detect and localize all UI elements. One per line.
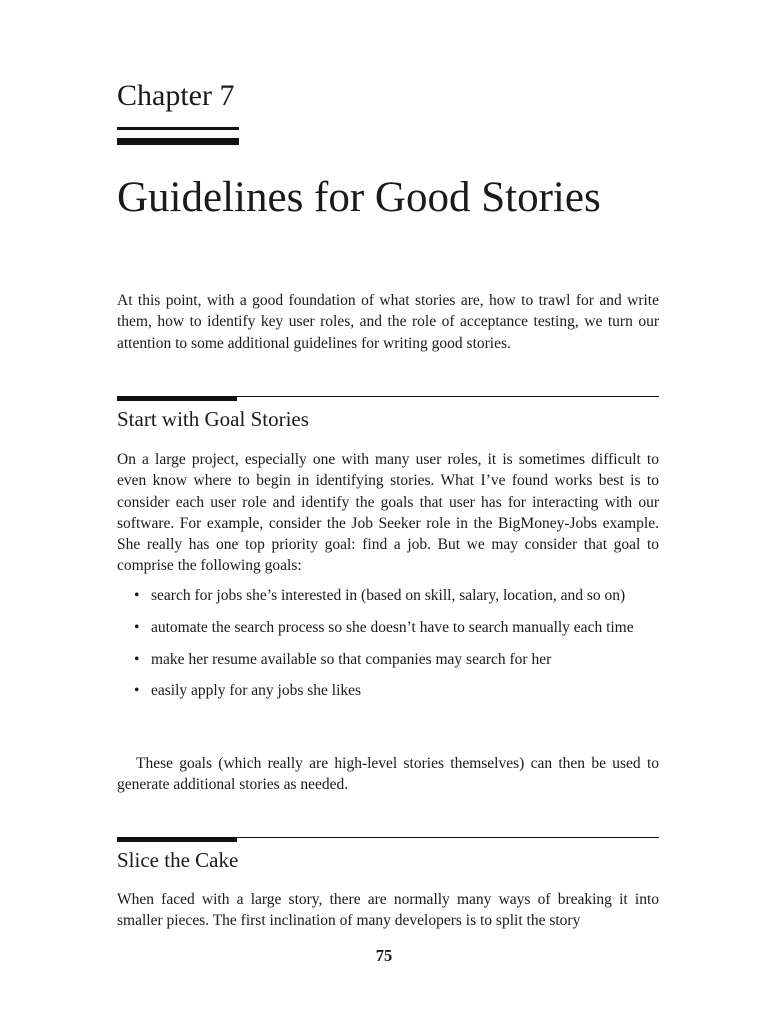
chapter-rule-thick [117,138,239,145]
list-item-text: easily apply for any jobs she likes [151,682,362,700]
section-rule-thin [117,396,659,397]
bullet-icon: • [134,650,140,668]
list-item [117,649,659,670]
bullet-icon: • [134,587,140,604]
list-item [117,680,659,701]
section-paragraph: On a large project, especially one with many user roles, it is sometimes difficult to even know where to begin in identifying stories. What I’ve found works best is to consider each user role and identify the goals that user has for interacting with our software. For example, consider the Job Seeker role in the BigMoney-Jobs example. She really has one top priority goal: find a job. But we may consider that goal to comprise the following goals: [117,451,659,575]
page-number: 75 [375,946,393,965]
section-heading-goal-stories: Start with Goal Stories [117,407,309,431]
intro-paragraph: At this point, with a good foundation of what stories are, how to trawl for and write them, how to identify key user roles, and the role of acceptance testing, we turn our attention to some additional guidelines for writing good stories. [117,292,659,352]
list-item-text: automate the search process so she doesn’t have to search manually each time [151,618,634,636]
list-item [117,585,659,606]
bullet-icon: • [134,618,140,636]
closing-paragraph: These goals (which really are high-level stories themselves) can then be used to generate additional stories as needed. [117,755,659,794]
chapter-label: Chapter 7 [117,79,235,112]
section-heading-slice-the-cake: Slice the Cake [117,848,239,872]
bullet-icon: • [134,682,140,700]
chapter-title: Guidelines for Good Stories [117,174,601,221]
chapter-rule-thin [117,127,239,130]
section-paragraph: When faced with a large story, there are normally many ways of breaking it into smaller pieces. The first inclination of many developers is to split the story [117,891,659,930]
list-item-text: make her resume available so that companies may search for her [151,650,552,668]
goal-list [117,585,659,702]
list-item [117,617,659,638]
section-rule-thin [117,837,659,838]
list-item-text: search for jobs she’s interested in (based on skill, salary, location, and so on) [151,587,626,604]
